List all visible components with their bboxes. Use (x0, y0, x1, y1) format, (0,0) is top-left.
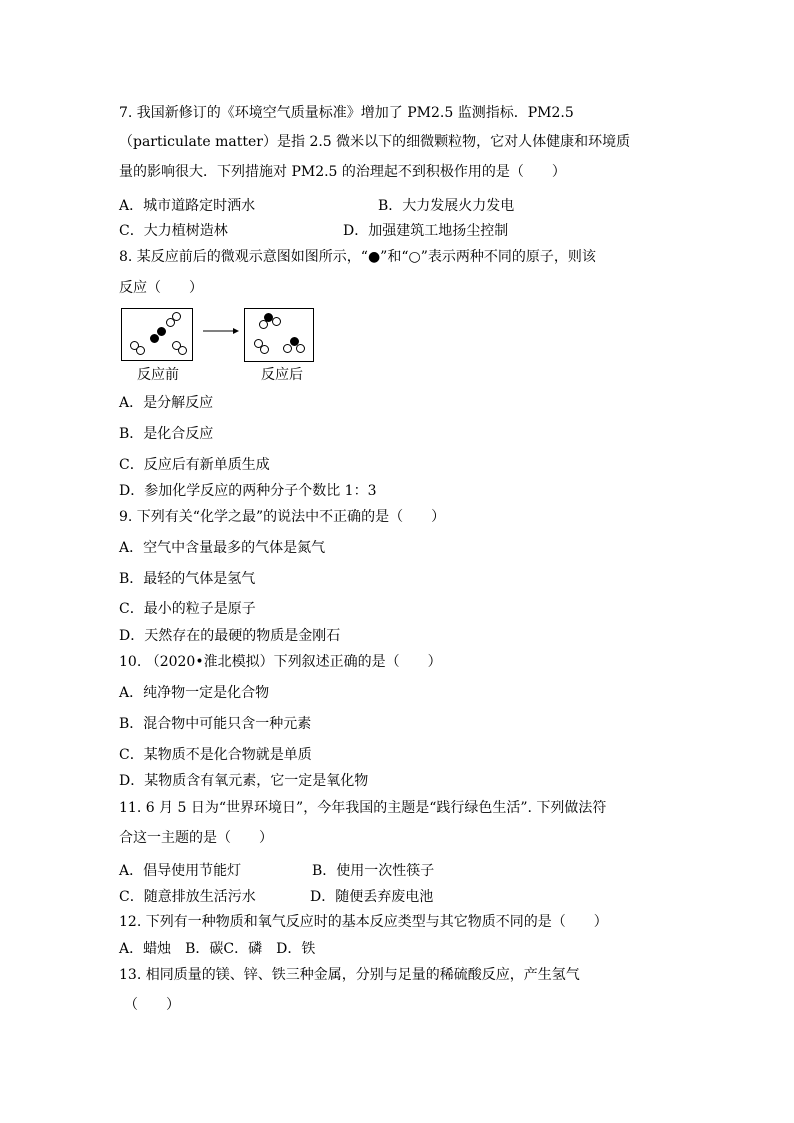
q9-option-c: C．最小的粒子是原子 (119, 601, 256, 617)
q8-option-c: C．反应后有新单质生成 (119, 457, 270, 473)
q8-option-d: D．参加化学反应的两种分子个数比 1：3 (119, 483, 377, 499)
q10-option-c: C．某物质不是化合物就是单质 (119, 747, 312, 763)
q13-stem-line1: 13. 相同质量的镁、锌、铁三种金属，分别与足量的稀硫酸反应，产生氢气 (119, 967, 580, 983)
q9-option-a: A．空气中含量最多的气体是氮气 (119, 540, 326, 556)
q7-option-b: B．大力发展火力发电 (378, 198, 515, 214)
black-atom-icon (150, 334, 159, 343)
q7-option-a: A．城市道路定时洒水 (119, 198, 256, 214)
reaction-arrow-icon (203, 326, 239, 336)
q11-option-d: D．随便丢弃废电池 (310, 889, 434, 905)
q9-option-d: D．天然存在的最硬的物质是金刚石 (119, 628, 341, 644)
white-atom-icon (283, 344, 292, 353)
q12-options: A．蜡烛 B．碳C．磷 D．铁 (119, 941, 316, 957)
q8-stem-line1: 8. 某反应前后的微观示意图如图所示，“●”和“○”表示两种不同的原子，则该 (119, 249, 596, 265)
q10-option-a: A．纯净物一定是化合物 (119, 685, 270, 701)
q7-option-c: C．大力植树造林 (119, 223, 228, 239)
q7-stem-line1: 7. 我国新修订的《环境空气质量标准》增加了 PM2.5 监测指标．PM2.5 (119, 105, 574, 121)
label-before: 反应前 (137, 367, 179, 383)
q11-option-c: C．随意排放生活污水 (119, 889, 256, 905)
white-atom-icon (136, 346, 145, 355)
q11-option-a: A．倡导使用节能灯 (119, 863, 242, 879)
label-after: 反应后 (261, 367, 303, 383)
reaction-after-box (244, 308, 314, 362)
white-atom-icon (166, 318, 175, 327)
q8-stem-line2: 反应（ ） (119, 280, 203, 296)
q9-option-b: B．最轻的气体是氢气 (119, 571, 256, 587)
q7-stem-line2: （particulate matter）是指 2.5 微米以下的细微颗粒物，它对人体健康和环境质 (119, 134, 631, 150)
white-atom-icon (178, 346, 187, 355)
q10-stem: 10. （2020•淮北模拟）下列叙述正确的是（ ） (119, 654, 442, 670)
reaction-before-box (121, 308, 193, 361)
q8-option-a: A．是分解反应 (119, 395, 214, 411)
white-atom-icon (259, 320, 268, 329)
white-atom-icon (296, 344, 305, 353)
black-atom-icon (157, 327, 166, 336)
q10-option-b: B．混合物中可能只含一种元素 (119, 716, 312, 732)
q8-option-b: B．是化合反应 (119, 426, 214, 442)
q7-option-d: D．加强建筑工地扬尘控制 (343, 223, 509, 239)
q11-option-b: B．使用一次性筷子 (312, 863, 435, 879)
q11-stem-line1: 11. 6 月 5 日为“世界环境日”，今年我国的主题是“践行绿色生活”. 下列做法符 (119, 800, 607, 816)
q12-stem: 12. 下列有一种物质和氧气反应时的基本反应类型与其它物质不同的是（ ） (119, 914, 608, 930)
q7-stem-line3: 量的影响很大．下列措施对 PM2.5 的治理起不到积极作用的是（ ） (119, 164, 566, 180)
white-atom-icon (272, 317, 281, 326)
q11-stem-line2: 合这一主题的是（ ） (119, 830, 273, 846)
q13-stem-line2: （ ） (124, 997, 180, 1013)
white-atom-icon (260, 345, 269, 354)
q9-stem: 9. 下列有关“化学之最”的说法中不正确的是（ ） (119, 509, 446, 525)
q10-option-d: D．某物质含有氧元素，它一定是氧化物 (119, 773, 369, 789)
